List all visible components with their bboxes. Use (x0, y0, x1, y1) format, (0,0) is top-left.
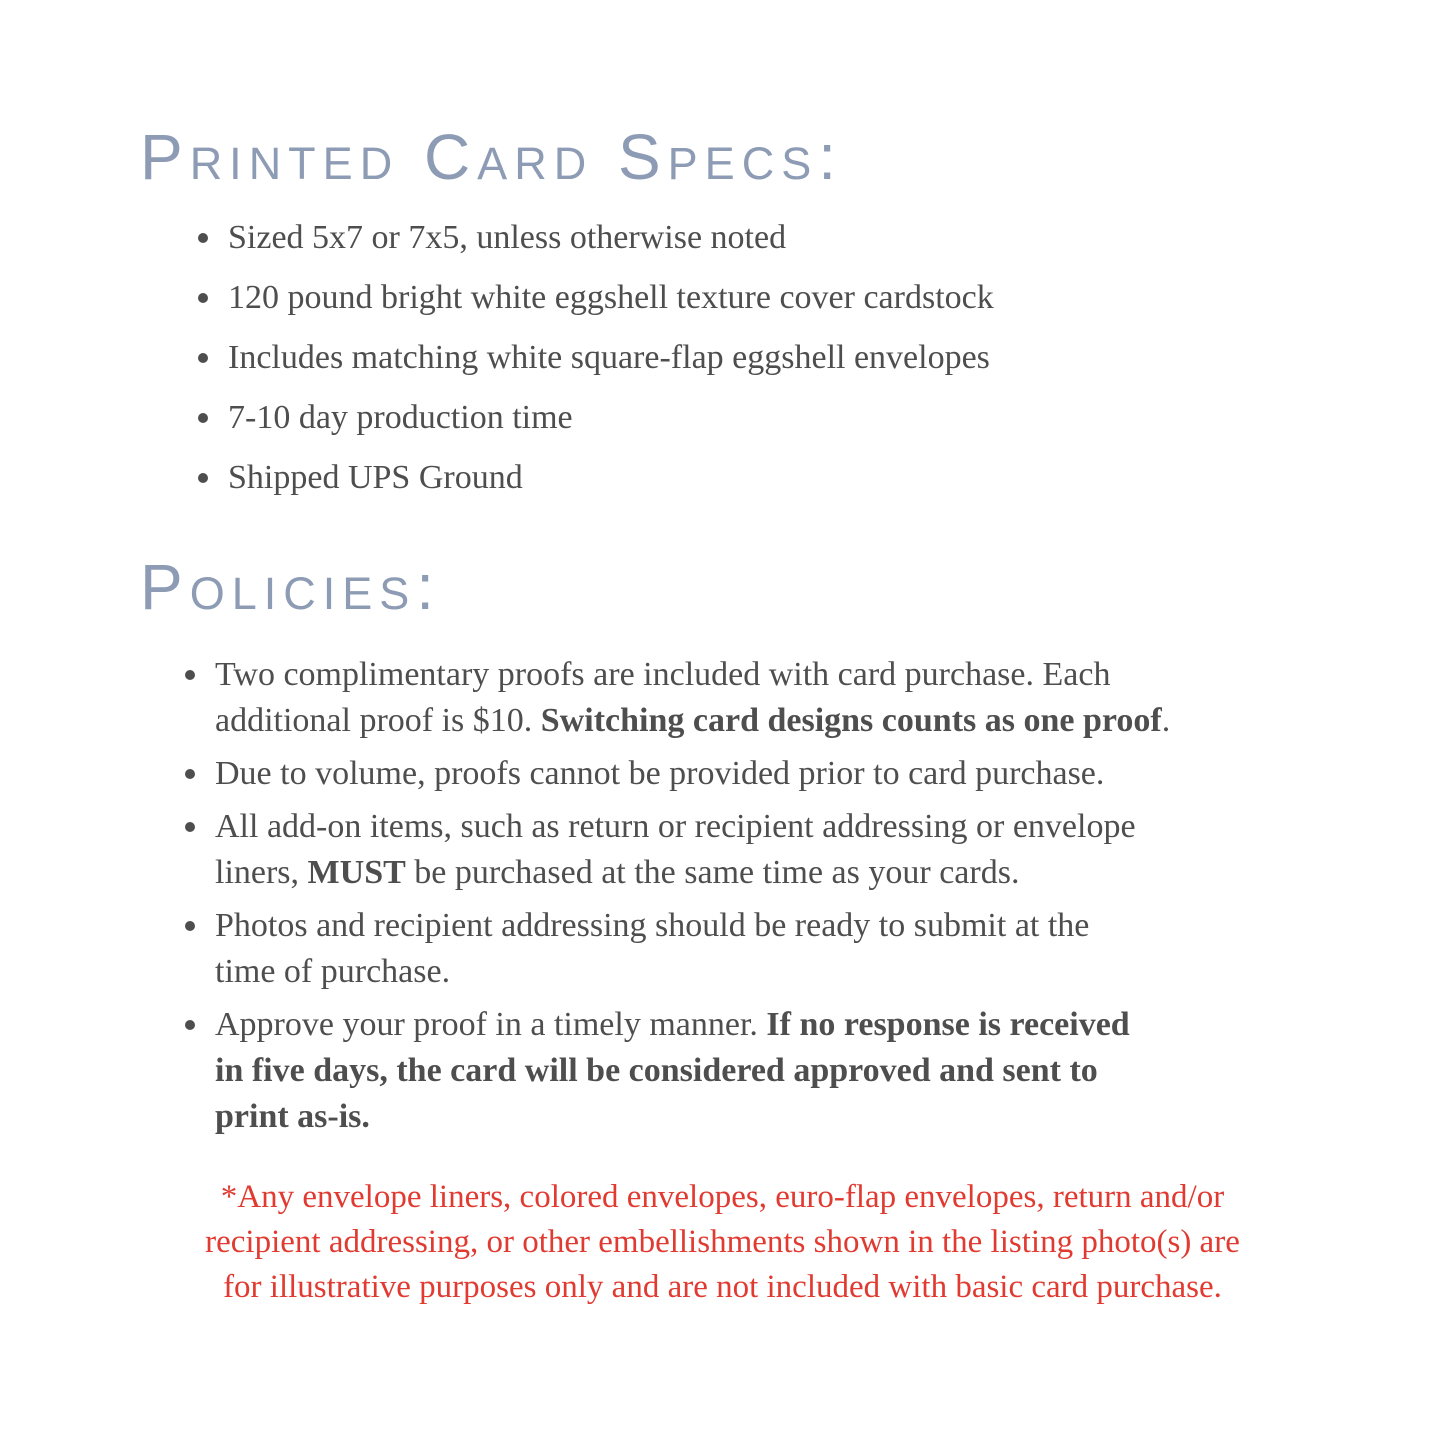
specs-heading: Printed Card Specs: (140, 121, 843, 193)
text-segment: Two complimentary proofs are included with card purchase. Each (215, 656, 1111, 693)
disclaimer-line: for illustrative purposes only and are not included with basic card purchase. (223, 1269, 1222, 1305)
emphasis-text: MUST (307, 854, 406, 891)
text-segment: Sized 5x7 or 7x5, unless otherwise noted (228, 219, 787, 256)
text-segment: Approve your proof in a timely manner. (215, 1006, 767, 1043)
disclaimer-line: *Any envelope liners, colored envelopes, euro-flap envelopes, return and/or (220, 1179, 1225, 1215)
list-item (140, 903, 1305, 995)
text-segment: 120 pound bright white eggshell texture cover cardstock (228, 279, 994, 316)
list-item (140, 335, 1305, 381)
list-item (140, 395, 1305, 441)
disclaimer-line: recipient addressing, or other embellishments shown in the listing photo(s) are (205, 1224, 1240, 1260)
emphasis-text: in five days, the card will be considered approved and sent to (215, 1052, 1098, 1089)
list-item (140, 455, 1305, 501)
text-segment: Due to volume, proofs cannot be provided prior to card purchase. (215, 755, 1105, 792)
list-item (140, 652, 1305, 744)
text-segment: liners, (215, 854, 308, 891)
text-segment: . (1161, 702, 1171, 739)
list-item (140, 804, 1305, 896)
text-segment: 7-10 day production time (228, 399, 573, 436)
disclaimer (140, 1175, 1305, 1310)
text-segment: time of purchase. (215, 953, 451, 990)
emphasis-text: If no response is received (766, 1006, 1130, 1043)
specs-list (140, 215, 1305, 501)
text-segment: All add-on items, such as return or recipient addressing or envelope (215, 808, 1136, 845)
list-item (140, 1002, 1305, 1140)
policies-heading: Policies: (140, 551, 442, 623)
emphasis-text: Switching card designs counts as one proof (540, 702, 1162, 739)
list-item (140, 751, 1305, 797)
text-segment: Shipped UPS Ground (228, 459, 523, 496)
text-segment: Photos and recipient addressing should be ready to submit at the (215, 907, 1090, 944)
text-segment: be purchased at the same time as your cards. (405, 854, 1020, 891)
text-segment: additional proof is $10. (215, 702, 541, 739)
list-item (140, 215, 1305, 261)
text-segment: Includes matching white square-flap eggshell envelopes (228, 339, 990, 376)
policies-list (140, 652, 1305, 1140)
list-item (140, 275, 1305, 321)
emphasis-text: print as-is. (215, 1098, 370, 1135)
